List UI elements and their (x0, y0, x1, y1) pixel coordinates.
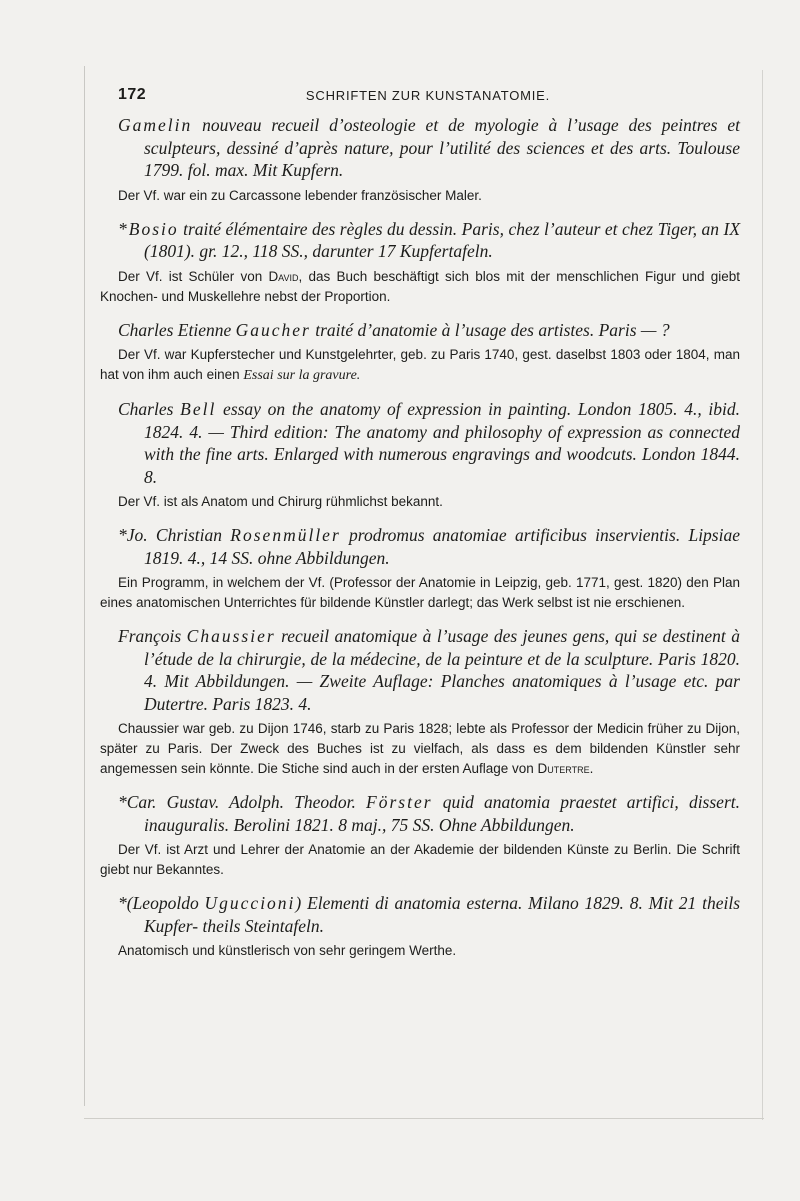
person-name: Dutertre (537, 761, 590, 776)
bibliography-entry (100, 524, 740, 613)
annotation-text: Der Vf. war Kupferstecher und Kunstgelehrter, geb. zu Paris 1740, gest. daselbst 1803 oder 1804, man hat von ihm auch einen (100, 347, 740, 382)
bibliography-entry (100, 625, 740, 779)
annotation (100, 345, 740, 386)
bibliography-entry (118, 398, 740, 512)
author-forename: François (118, 626, 187, 646)
author-name: *Bosio (118, 218, 179, 239)
citation-title: Elementi di anatomia esterna. Milano 1829. 8. Mit 21 theils Kupfer- theils Steintafeln. (144, 893, 740, 936)
page-number: 172 (118, 86, 147, 103)
citation (118, 218, 740, 263)
author-forename: *(Leopoldo (118, 893, 205, 913)
annotation-text: , das Buch beschäftigt sich blos mit der menschlichen Figur und giebt Knochen- und Muskellehre nebst der Proportion. (100, 268, 740, 304)
annotation-italic: Essai sur la gravure. (243, 368, 361, 383)
bibliography-entry (100, 319, 740, 387)
author-name: Gaucher (235, 319, 311, 340)
author-suffix: ) (295, 893, 302, 913)
citation-title: essay on the anatomy of expression in painting. London 1805. 4., ibid. 1824. 4. — Third edition: The anatomy and philosophy of expression as connected with the fine arts. Enlarged with numerous engravings and woodcuts. London 1844. 8. (144, 399, 741, 487)
author-forename: *Car. Gustav. Adolph. Theodor. (118, 792, 367, 812)
author-name: Chaussier (186, 626, 276, 646)
citation-title: quid anatomia praestet artifici, dissert. inauguralis. Berolini 1821. 8 maj., 75 SS. Ohne Abbildungen. (144, 792, 740, 835)
citation-title: nouveau recueil d’osteologie et de myologie à l’usage des peintres et sculpteurs, dessiné d’après nature, pour l’utilité des sciences et des arts. Toulouse 1799. fol. max. Mit Kupfern. (144, 115, 740, 180)
bibliography-entry (100, 218, 741, 307)
citation (118, 398, 740, 488)
annotation-text: . (589, 761, 594, 776)
page-edge-bottom (84, 1118, 764, 1119)
annotation-text: Der Vf. ist Schüler von (118, 268, 269, 284)
annotation: Der Vf. ist Arzt und Lehrer der Anatomie an der Akademie der bildenden Künste zu Berlin. Die Schrift giebt nur Bekanntes. (100, 842, 740, 877)
annotation (100, 267, 740, 307)
annotation: Ein Programm, in welchem der Vf. (Professor der Anatomie in Leipzig, geb. 1771, gest. 1820) den Plan eines anatomischen Unterrichtes für bildende Künstler darlegt; das Werk selbst ist nie erschienen. (100, 575, 740, 610)
citation (118, 524, 740, 569)
author-name: Förster (366, 792, 433, 812)
page-edge-left (84, 66, 85, 1106)
annotation: Anatomisch und künstlerisch von sehr geringem Werthe. (118, 943, 457, 958)
bibliography-entry (100, 791, 740, 880)
annotation: Der Vf. war ein zu Carcassone lebender französischer Maler. (118, 187, 482, 203)
citation-title: traité élémentaire des règles du dessin. Paris, chez l’auteur et chez Tiger, an IX (1801). gr. 12., 118 SS., darunter 17 Kupfertafeln. (144, 218, 741, 261)
page-header (118, 86, 738, 108)
citation (118, 114, 740, 182)
page-edge-right (762, 70, 763, 1120)
citation (118, 625, 740, 715)
annotation-text: Chaussier war geb. zu Dijon 1746, starb zu Paris 1828; lebte als Professor der Medicin früher zu Dijon, später zu Paris. Der Zweck des Buches ist zu vielfach, als dass es dem bildenden Künstler sehr angemessen sein könnte. Die Stiche sind auch in der ersten Auflage von (100, 721, 740, 776)
citation-title: recueil anatomique à l’usage des jeunes gens, qui se destinent à l’étude de la chirurgie, de la médecine, de la peinture et de la sculpture. Paris 1820. 4. Mit Abbildungen. — Zweite Auflage: Planches anatomiques à l’usage etc. par Dutertre. Paris 1823. 4. (144, 626, 740, 714)
bibliography-list (100, 114, 741, 973)
running-title: SCHRIFTEN ZUR KUNSTANATOMIE. (305, 88, 551, 103)
citation-title: prodromus anatomiae artificibus inservientis. Lipsiae 1819. 4., 14 SS. ohne Abbildungen. (144, 525, 740, 568)
author-name: Rosenmüller (230, 525, 341, 545)
author-forename: Charles (118, 399, 181, 419)
author-forename: *Jo. Christian (118, 525, 231, 545)
author-forename: Charles Etienne (118, 319, 236, 340)
person-name: David (268, 268, 299, 284)
author-name: Gamelin (118, 115, 193, 135)
bibliography-entry (118, 114, 740, 206)
author-name: Uguccioni (204, 893, 296, 913)
annotation: Der Vf. ist als Anatom und Chirurg rühmlichst bekannt. (118, 494, 443, 509)
author-name: Bell (180, 399, 217, 419)
citation (118, 892, 740, 937)
bibliography-entry (118, 892, 740, 961)
citation (118, 791, 740, 836)
annotation (100, 719, 740, 779)
citation-title: traité d’anatomie à l’usage des artistes. Paris — ? (315, 319, 670, 340)
citation (118, 319, 740, 342)
